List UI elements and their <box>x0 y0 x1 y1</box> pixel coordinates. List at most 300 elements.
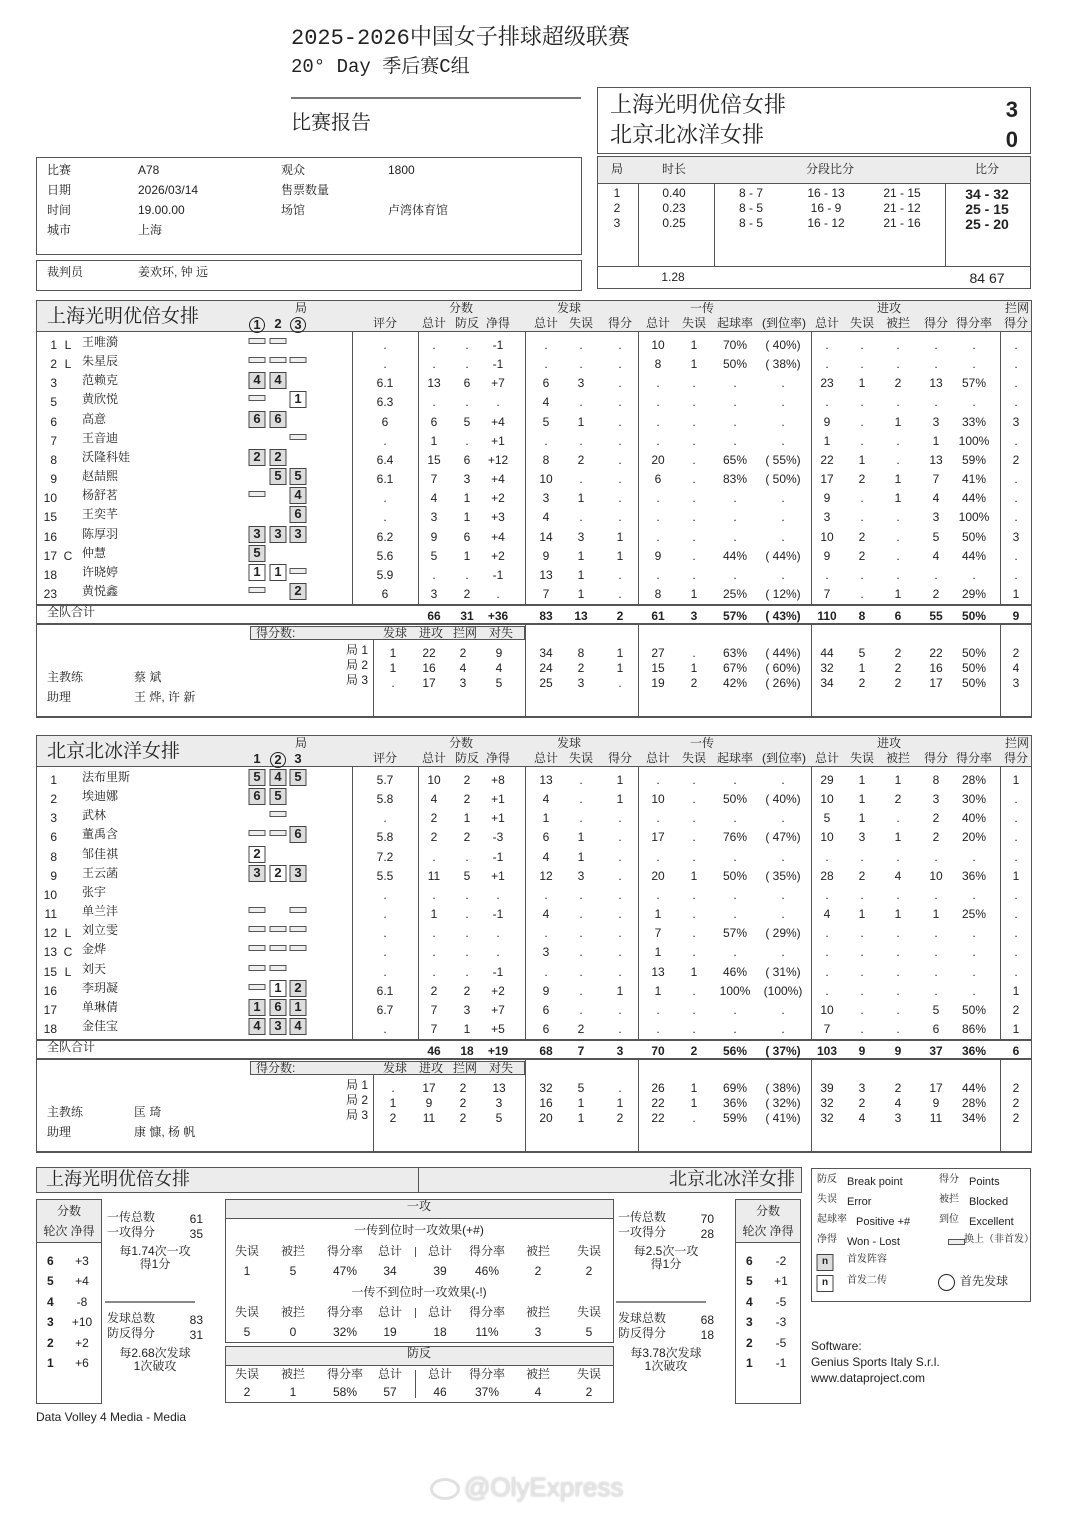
scoring-cell: 17 <box>422 1081 436 1096</box>
breakpoint-rate: 1次破攻 <box>133 1359 177 1373</box>
stat-cell: +4 <box>491 414 505 429</box>
sideout-negative-cell: 32% <box>332 1325 358 1339</box>
stat-cell: . <box>934 395 938 410</box>
sideout-negative-cell: 5 <box>585 1325 593 1339</box>
stat-cell: . <box>1014 907 1018 922</box>
stat-cell: 5.5 <box>376 868 394 883</box>
scoring-column-label: 拦网 <box>452 1061 478 1076</box>
scoring-cell: 1 <box>389 646 397 661</box>
set-stat-cell: 2 <box>858 1096 866 1111</box>
sideout-column-label: 得分率 <box>468 1244 506 1258</box>
team-total-cell: 8 <box>858 609 866 624</box>
stat-cell: 1 <box>430 433 438 448</box>
stat-cell: +12 <box>487 452 509 467</box>
column-label: 总计 <box>814 751 840 765</box>
stat-cell: . <box>465 926 469 941</box>
column-label: 失误 <box>568 751 594 765</box>
set-stat-cell: 3 <box>894 1111 902 1126</box>
rotation-header: 轮次 净得 <box>43 1224 95 1238</box>
stat-cell: 1 <box>577 548 585 563</box>
stat-cell: . <box>618 472 622 487</box>
stat-cell: . <box>733 510 737 525</box>
stat-cell: . <box>465 433 469 448</box>
player-number: 17 <box>43 1002 57 1017</box>
divider <box>418 767 419 1039</box>
stat-cell: . <box>781 849 785 864</box>
stat-cell: 13 <box>651 964 665 979</box>
set-stat-cell: 3 <box>577 676 585 691</box>
divider <box>1000 1060 1001 1151</box>
team-total-cell: 6 <box>894 609 902 624</box>
stat-cell: . <box>972 849 976 864</box>
set-stat-cell: 67% <box>722 661 748 676</box>
legend-meaning: 换上（非首发） <box>964 1234 1034 1245</box>
stat-cell: . <box>896 1002 900 1017</box>
stat-cell: 1 <box>894 773 902 787</box>
starting-rotation-box: 5 <box>270 788 287 805</box>
stat-cell: . <box>692 830 696 845</box>
stat-cell: . <box>972 945 976 960</box>
set-cell: 8 - 5 <box>738 201 764 215</box>
scoring-cell: 9 <box>425 1096 433 1111</box>
stat-cell: . <box>618 811 622 826</box>
scoring-cell: 9 <box>495 646 503 661</box>
player-name: 董禹含 <box>82 827 119 842</box>
sideout-column-label: 失误 <box>234 1244 260 1258</box>
stat-cell: . <box>781 945 785 960</box>
team-total-cell: 56% <box>722 1044 748 1059</box>
column-label: 得分 <box>607 751 633 765</box>
stat-cell: 2 <box>858 529 866 544</box>
scoring-cell: 17 <box>422 676 436 691</box>
set-stat-cell: 3 <box>858 1081 866 1096</box>
set-stat-cell: 22 <box>651 1111 665 1126</box>
stat-cell: . <box>579 1002 583 1017</box>
referee-label: 裁判员 <box>47 265 84 279</box>
column-label: 失误 <box>568 316 594 330</box>
set-stat-cell: ( 60%) <box>765 661 801 676</box>
stat-cell: 2 <box>894 376 902 391</box>
stat-cell: . <box>733 1021 737 1036</box>
stat-cell: ( 50%) <box>765 472 801 487</box>
divider <box>811 625 812 716</box>
stat-cell: . <box>825 945 829 960</box>
scoring-cell: 13 <box>492 1081 506 1096</box>
stat-cell: 20 <box>651 452 665 467</box>
set-stat-cell: 4 <box>858 1111 866 1126</box>
stat-cell: 59% <box>961 452 987 467</box>
starting-rotation-box: 2 <box>249 449 266 466</box>
stat-cell: 1 <box>690 964 698 979</box>
stat-cell: 57% <box>961 376 987 391</box>
stat-cell: . <box>618 338 622 352</box>
starting-rotation-box: 5 <box>290 468 307 485</box>
serve-total-label: 发球总数 <box>618 1311 667 1325</box>
column-label: 总计 <box>421 751 447 765</box>
stat-cell: . <box>692 926 696 941</box>
divider <box>373 1075 374 1151</box>
stat-cell: . <box>656 395 660 410</box>
starting-rotation-box: 4 <box>270 769 287 786</box>
stat-cell: 44% <box>961 548 987 563</box>
sideout-column-label: 失误 <box>576 1305 602 1319</box>
player-number: 17 <box>43 548 57 563</box>
stat-cell: 9 <box>430 529 438 544</box>
stat-cell: . <box>781 510 785 525</box>
legend-term: 起球率 <box>817 1214 847 1225</box>
stat-cell: 1 <box>616 773 624 787</box>
team-total-cell: 9 <box>894 1044 902 1059</box>
column-label: 总计 <box>645 316 671 330</box>
set-stat-cell: 2 <box>577 661 585 676</box>
sideout-box <box>225 1199 614 1343</box>
stat-cell: 44% <box>961 491 987 506</box>
scoring-cell: 22 <box>422 646 436 661</box>
team-total-cell: 61 <box>651 609 665 624</box>
substitute-marker <box>249 907 266 913</box>
scoring-cell: 2 <box>459 1111 467 1126</box>
stat-cell: . <box>896 964 900 979</box>
player-number: 10 <box>43 491 57 506</box>
stat-cell: . <box>544 964 548 979</box>
stat-cell: 2 <box>463 586 471 601</box>
stat-cell: . <box>618 1021 622 1036</box>
set-stat-cell: 2 <box>1012 1081 1020 1096</box>
legend-term: 防反 <box>817 1174 837 1185</box>
substitute-marker <box>249 926 266 932</box>
breakpoint-rate: 1次破攻 <box>644 1359 688 1373</box>
stat-cell: . <box>972 887 976 902</box>
stat-cell: . <box>781 491 785 506</box>
starting-rotation-box: 5 <box>249 545 266 562</box>
substitute-marker <box>290 568 307 574</box>
column-label: 起球率 <box>716 316 754 330</box>
substitute-marker <box>249 357 266 363</box>
scoring-label: 得分数: <box>256 1061 296 1076</box>
sideout-column-label: 被拦 <box>280 1305 306 1319</box>
stat-cell: 25% <box>961 907 987 922</box>
set-cell: 16 - 12 <box>807 216 845 230</box>
stat-cell: . <box>1014 395 1018 410</box>
divider <box>811 767 812 1039</box>
divider <box>36 735 37 1151</box>
divider <box>525 625 526 716</box>
stat-cell: . <box>432 945 436 960</box>
stat-cell: 1 <box>1012 1021 1020 1036</box>
stat-cell: 5.8 <box>376 792 394 807</box>
report-title: 2025-2026中国女子排球超级联赛 <box>291 26 630 51</box>
divider <box>36 300 37 716</box>
stat-cell: . <box>383 357 387 372</box>
stat-cell: . <box>579 395 583 410</box>
starting-rotation-box: 6 <box>290 506 307 523</box>
set-stat-cell: 69% <box>722 1081 748 1096</box>
starting-rotation-box: 1 <box>249 999 266 1016</box>
stat-cell: 50% <box>722 868 748 883</box>
set-stat-cell: 28% <box>961 1096 987 1111</box>
player-name: 许晓婷 <box>82 564 119 579</box>
substitute-marker <box>290 945 307 951</box>
stat-cell: 15 <box>427 452 441 467</box>
divider <box>1000 767 1001 1039</box>
watermark <box>430 1474 623 1500</box>
watermark-text: @OlyExpress <box>464 1472 624 1502</box>
column-label: (到位率) <box>762 316 806 330</box>
stat-cell: 2 <box>1012 1002 1020 1017</box>
set-cell: 21 - 15 <box>883 186 921 200</box>
stat-cell: 3 <box>542 945 550 960</box>
info-label: 场馆 <box>281 203 306 217</box>
stat-cell: . <box>579 338 583 352</box>
team-total-cell: 31 <box>460 609 474 624</box>
rotation-net: -5 <box>775 1294 787 1309</box>
stat-cell: 6.1 <box>376 983 394 998</box>
team-total-cell: 46 <box>427 1044 441 1059</box>
set-stat-cell: 32 <box>820 1096 834 1111</box>
legend-term: 净得 <box>817 1234 837 1245</box>
stat-cell: 1 <box>577 491 585 506</box>
stat-cell: 8 <box>654 357 662 372</box>
stat-cell: 5.8 <box>376 830 394 845</box>
substitute-marker <box>270 811 287 817</box>
stat-cell: 7 <box>430 1021 438 1036</box>
stat-cell: . <box>972 567 976 582</box>
set-stat-cell: 34% <box>961 1111 987 1126</box>
stat-cell: 6.7 <box>376 1002 394 1017</box>
stat-cell: . <box>383 491 387 506</box>
team1-name: 上海光明优倍女排 <box>610 92 787 117</box>
stat-cell: . <box>383 510 387 525</box>
serve-total: 83 <box>189 1313 203 1327</box>
divider <box>525 332 526 604</box>
stat-cell: -1 <box>492 849 504 864</box>
divider <box>352 767 353 1039</box>
player-number: 18 <box>43 1021 57 1036</box>
stat-cell: . <box>496 586 500 601</box>
info-label: 比赛 <box>47 163 72 177</box>
divider <box>36 1039 1032 1041</box>
starting-rotation-box: 6 <box>270 411 287 428</box>
stat-cell: 1 <box>577 586 585 601</box>
stat-cell: 100% <box>958 510 990 525</box>
stat-cell: . <box>934 338 938 352</box>
set-row-label: 局 3 <box>345 673 368 688</box>
team-total-cell: +19 <box>487 1044 509 1059</box>
starting-rotation-box: n <box>817 1254 834 1271</box>
set-stat-cell: 39 <box>820 1081 834 1096</box>
stat-cell: 1 <box>1012 773 1020 787</box>
stat-cell: . <box>465 357 469 372</box>
reception-total: 61 <box>189 1212 203 1226</box>
player-name: 刘立雯 <box>82 923 119 938</box>
rotation-header: 轮次 净得 <box>742 1224 794 1238</box>
sideout-points: 35 <box>189 1227 203 1241</box>
column-group-label: 一传 <box>689 736 715 750</box>
legend-term: 失误 <box>817 1194 837 1205</box>
substitute-marker <box>270 338 287 344</box>
set-number: 1 <box>253 751 261 766</box>
stat-cell: . <box>618 376 622 391</box>
stat-cell: 2 <box>430 983 438 998</box>
set-stat-cell: 34 <box>539 646 553 661</box>
stat-cell: ( 40%) <box>765 792 801 807</box>
stat-cell: 1 <box>463 491 471 506</box>
player-name: 沃隆科娃 <box>82 449 131 464</box>
set-stat-cell: 2 <box>894 676 902 691</box>
breakpoint-cell: 46 <box>433 1385 447 1399</box>
column-label: 总计 <box>814 316 840 330</box>
stat-cell: . <box>692 433 696 448</box>
stat-cell: 4 <box>542 907 550 922</box>
stat-cell: . <box>733 907 737 922</box>
player-number: 8 <box>50 849 57 864</box>
sideout-negative-cell: 11% <box>475 1325 499 1339</box>
stat-cell: ( 35%) <box>765 868 801 883</box>
sets-header-label: 比分 <box>974 162 1000 176</box>
stat-cell: 7 <box>654 926 662 941</box>
player-number: 2 <box>50 357 57 372</box>
player-number: 15 <box>43 964 57 979</box>
rotation-number: 2 <box>47 1335 54 1350</box>
set-number: 3 <box>294 751 302 766</box>
stat-cell: 6 <box>542 1021 550 1036</box>
set-stat-cell: 3 <box>1012 676 1020 691</box>
stat-cell: . <box>465 849 469 864</box>
set-row-label: 局 2 <box>345 1093 368 1108</box>
stat-cell: -1 <box>492 357 504 372</box>
stat-cell: . <box>896 529 900 544</box>
stat-cell: 1 <box>894 414 902 429</box>
sideout-positive-cell: 5 <box>289 1264 297 1278</box>
stat-cell: -1 <box>492 338 504 352</box>
legend-term: 被拦 <box>939 1194 959 1205</box>
rotation-number: 5 <box>47 1274 54 1289</box>
stat-cell: 10 <box>820 792 834 807</box>
set-stat-cell: ( 38%) <box>765 1081 801 1096</box>
stat-cell: 2 <box>463 983 471 998</box>
set-stat-cell: 4 <box>1012 661 1020 676</box>
stat-cell: 8 <box>542 452 550 467</box>
sideout-column-label: 总计 <box>377 1244 403 1258</box>
stat-cell: . <box>1014 357 1018 372</box>
rotation-net: +2 <box>75 1335 89 1350</box>
sideout-rate: 得1分 <box>650 1257 682 1271</box>
divider <box>525 767 526 1039</box>
stat-cell: . <box>860 338 864 352</box>
set-stat-cell: 32 <box>820 1111 834 1126</box>
stat-cell: 1 <box>616 548 624 563</box>
player-name: 法布里斯 <box>82 770 131 784</box>
team-total-cell: +36 <box>487 609 509 624</box>
set-stat-cell: 1 <box>616 646 624 661</box>
team-total-cell: 50% <box>961 609 987 624</box>
set-number: 2 <box>274 316 282 331</box>
stat-cell: +1 <box>491 792 505 807</box>
stat-cell: 2 <box>932 811 940 826</box>
scoring-cell: 11 <box>422 1111 436 1126</box>
set-stat-cell: 17 <box>929 1081 943 1096</box>
breakpoint-column-label: 总计 <box>427 1367 453 1381</box>
scoring-cell: 5 <box>495 1111 503 1126</box>
stat-cell: . <box>656 887 660 902</box>
stat-cell: 7 <box>932 472 940 487</box>
divider <box>638 332 639 604</box>
sideout-rate: 每2.5次一攻 <box>633 1244 699 1258</box>
column-group-label: 拦网 <box>1004 736 1030 750</box>
coach-label: 主教练 <box>47 670 84 685</box>
stat-cell: . <box>656 529 660 544</box>
stat-cell: 2 <box>430 830 438 845</box>
stat-cell: 1 <box>690 357 698 372</box>
stat-cell: . <box>860 491 864 506</box>
stat-cell: 13 <box>539 773 553 787</box>
stat-cell: . <box>692 452 696 467</box>
team-total-cell: 18 <box>460 1044 474 1059</box>
stat-cell: 6.4 <box>376 452 394 467</box>
player-name: 张宇 <box>82 884 107 899</box>
stat-cell: 86% <box>961 1021 987 1036</box>
team-total-cell: ( 43%) <box>765 609 801 624</box>
sideout-column-label: 失误 <box>576 1244 602 1258</box>
substitute-marker <box>290 907 307 913</box>
breakpoint-cell: 4 <box>534 1385 542 1399</box>
rotation-net: -2 <box>775 1254 787 1268</box>
stat-cell: . <box>692 529 696 544</box>
substitute-marker <box>249 830 266 836</box>
divider <box>714 184 715 266</box>
stat-cell: . <box>656 376 660 391</box>
set-stat-cell: 17 <box>929 676 943 691</box>
weibo-icon <box>430 1478 460 1500</box>
column-label: 得分 <box>923 316 949 330</box>
stat-cell: 1 <box>894 830 902 845</box>
legend-setter-label: 首发二传 <box>847 1275 887 1286</box>
stat-cell: . <box>432 964 436 979</box>
set-stat-cell: 16 <box>929 661 943 676</box>
stat-cell: 1 <box>858 376 866 391</box>
stat-cell: . <box>618 491 622 506</box>
set-stat-cell: 2 <box>894 1081 902 1096</box>
stat-cell: 1 <box>463 510 471 525</box>
sideout-column-label: 失误 <box>234 1305 260 1319</box>
stat-cell: . <box>825 357 829 372</box>
software-credit: www.dataproject.com <box>811 1371 926 1385</box>
stat-cell: . <box>496 887 500 902</box>
player-number: 6 <box>50 830 57 845</box>
scoring-label: 得分数: <box>256 626 296 641</box>
stat-cell: 1 <box>823 433 831 448</box>
stat-cell: . <box>934 983 938 998</box>
column-label: 失误 <box>681 316 707 330</box>
set-stat-cell: ( 41%) <box>765 1111 801 1126</box>
stat-cell: . <box>896 945 900 960</box>
stat-cell: ( 38%) <box>765 357 801 372</box>
stat-cell: . <box>579 907 583 922</box>
starting-rotation-box: 4 <box>249 372 266 389</box>
stat-cell: 9 <box>542 548 550 563</box>
stat-cell: . <box>618 1002 622 1017</box>
stat-cell: . <box>733 567 737 582</box>
stat-cell: 13 <box>929 376 943 391</box>
substitute-marker <box>270 830 287 836</box>
stat-cell: . <box>781 811 785 826</box>
stat-cell: . <box>972 338 976 352</box>
stat-cell: 5 <box>463 414 471 429</box>
stat-cell: . <box>733 887 737 902</box>
stat-cell: . <box>896 395 900 410</box>
reception-total-label: 一传总数 <box>107 1210 156 1224</box>
stat-cell: 30% <box>961 792 987 807</box>
